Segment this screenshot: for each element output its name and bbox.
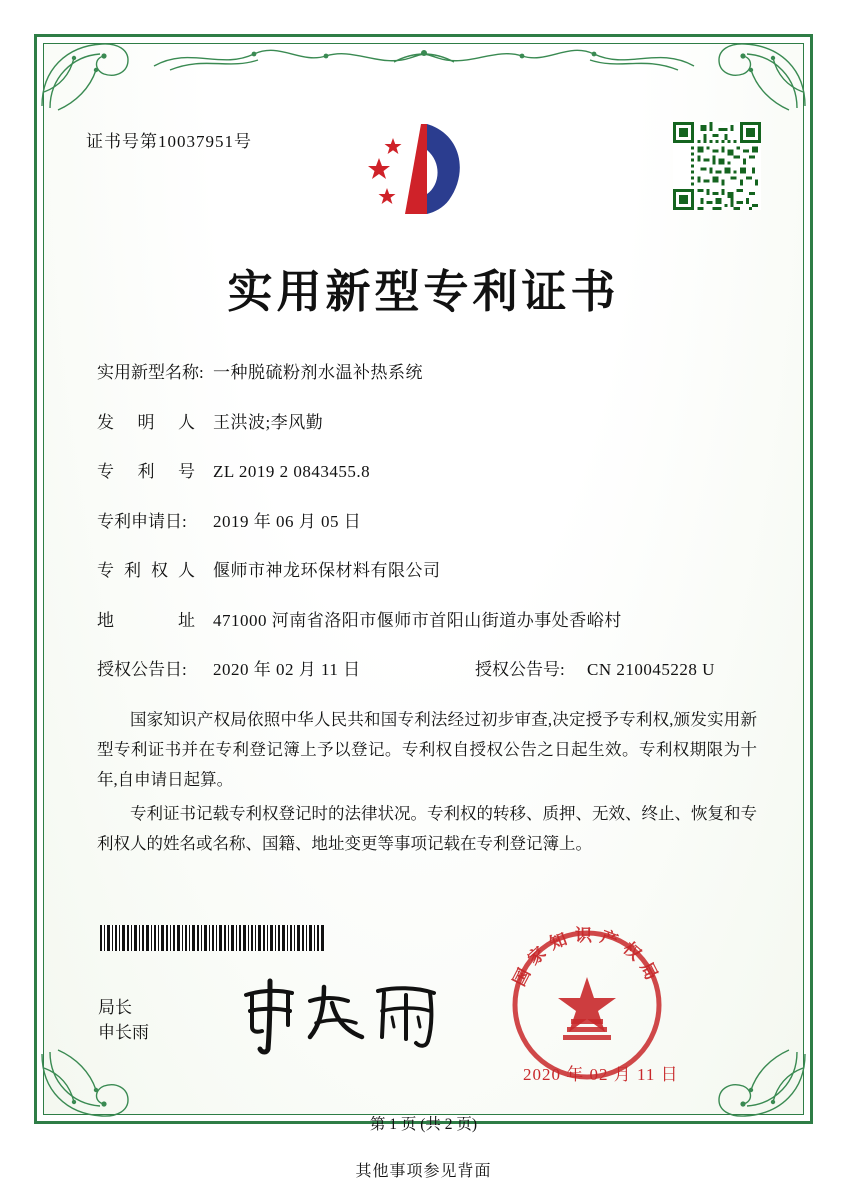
label-char: 人 bbox=[178, 412, 195, 432]
field-value bbox=[213, 462, 757, 482]
field-label bbox=[97, 606, 213, 631]
field-label: 专利申请日: bbox=[97, 511, 187, 531]
paragraph-grant-statement: 国家知识产权局依照中华人民共和国专利法经过初步审查,决定授予专利权,颁发实用新型专利证书并在专利登记簿上予以登记。专利权自授权公告之日起生效。专利权期限为十年,自申请日起算。 bbox=[97, 710, 757, 789]
legal-text bbox=[97, 705, 757, 863]
label-char: 发 bbox=[97, 412, 114, 432]
field-row-grant-announcement bbox=[97, 655, 757, 680]
certificate-number: 证书号第10037951号 bbox=[86, 132, 252, 151]
label-char: 利 bbox=[137, 462, 155, 481]
field-value bbox=[213, 556, 757, 581]
label-char: 号 bbox=[178, 462, 195, 481]
label-char: 专 bbox=[97, 462, 114, 481]
field-value bbox=[213, 606, 757, 631]
label-char: 权 bbox=[151, 561, 168, 580]
field-row-patentee bbox=[97, 556, 757, 581]
director-name-label: 申长雨 bbox=[98, 1023, 149, 1042]
field-row-inventor bbox=[97, 408, 757, 433]
field-label: 实用新型名称: bbox=[97, 363, 204, 382]
label-char: 地 bbox=[97, 610, 114, 630]
field-value-text: ZL 2019 2 0843455.8 bbox=[213, 462, 371, 481]
field-row-application-date bbox=[97, 507, 757, 532]
field-label bbox=[97, 408, 213, 433]
field-label: 授权公告日: bbox=[97, 660, 187, 679]
field-value bbox=[213, 408, 757, 433]
label-char: 专 bbox=[97, 561, 114, 580]
svg-text:国家知识产权局: 国家知识产权局 bbox=[509, 926, 665, 990]
top-ornament bbox=[150, 40, 698, 74]
label-char: 人 bbox=[178, 561, 195, 580]
field-list bbox=[97, 358, 757, 705]
signature-handwriting bbox=[232, 975, 447, 1055]
barcode bbox=[100, 925, 325, 951]
field-value-text: 王洪波;李风勤 bbox=[213, 412, 324, 432]
seal-date: 2020 年 02 月 11 日 bbox=[523, 1065, 679, 1084]
footer-note: 其他事项参见背面 bbox=[355, 1163, 492, 1180]
paragraph-register-statement: 专利证书记载专利权登记时的法律状况。专利权的转移、质押、无效、终止、恢复和专利权人的姓名或名称、国籍、地址变更等事项记载在专利登记簿上。 bbox=[97, 804, 757, 853]
field-label-secondary: 授权公告号: bbox=[475, 660, 565, 679]
signature-labels bbox=[98, 995, 149, 1045]
field-value-secondary: CN 210045228 U bbox=[587, 660, 715, 679]
field-row-utility-model-name bbox=[97, 358, 757, 383]
field-label bbox=[97, 556, 213, 581]
field-row-address bbox=[97, 606, 757, 631]
page-title: 实用新型专利证书 bbox=[227, 265, 620, 318]
field-value: 一种脱硫粉剂水温补热系统 bbox=[213, 363, 423, 382]
field-value: 2020 年 02 月 11 日 bbox=[213, 660, 361, 679]
label-char: 明 bbox=[137, 412, 155, 432]
director-title-label: 局长 bbox=[98, 998, 132, 1017]
cnipa-logo-icon bbox=[365, 116, 485, 224]
field-value-text: 471000 河南省洛阳市偃师市首阳山街道办事处香峪村 bbox=[213, 610, 622, 630]
qr-code bbox=[673, 122, 761, 210]
field-value-text: 偃师市神龙环保材料有限公司 bbox=[213, 561, 441, 580]
field-label bbox=[97, 457, 213, 482]
field-value: 2019 年 06 月 05 日 bbox=[213, 511, 362, 531]
page-number: 第 1 页 (共 2 页) bbox=[369, 1116, 478, 1133]
label-char: 利 bbox=[124, 561, 141, 580]
label-char: 址 bbox=[178, 610, 195, 630]
field-row-patent-number bbox=[97, 457, 757, 482]
